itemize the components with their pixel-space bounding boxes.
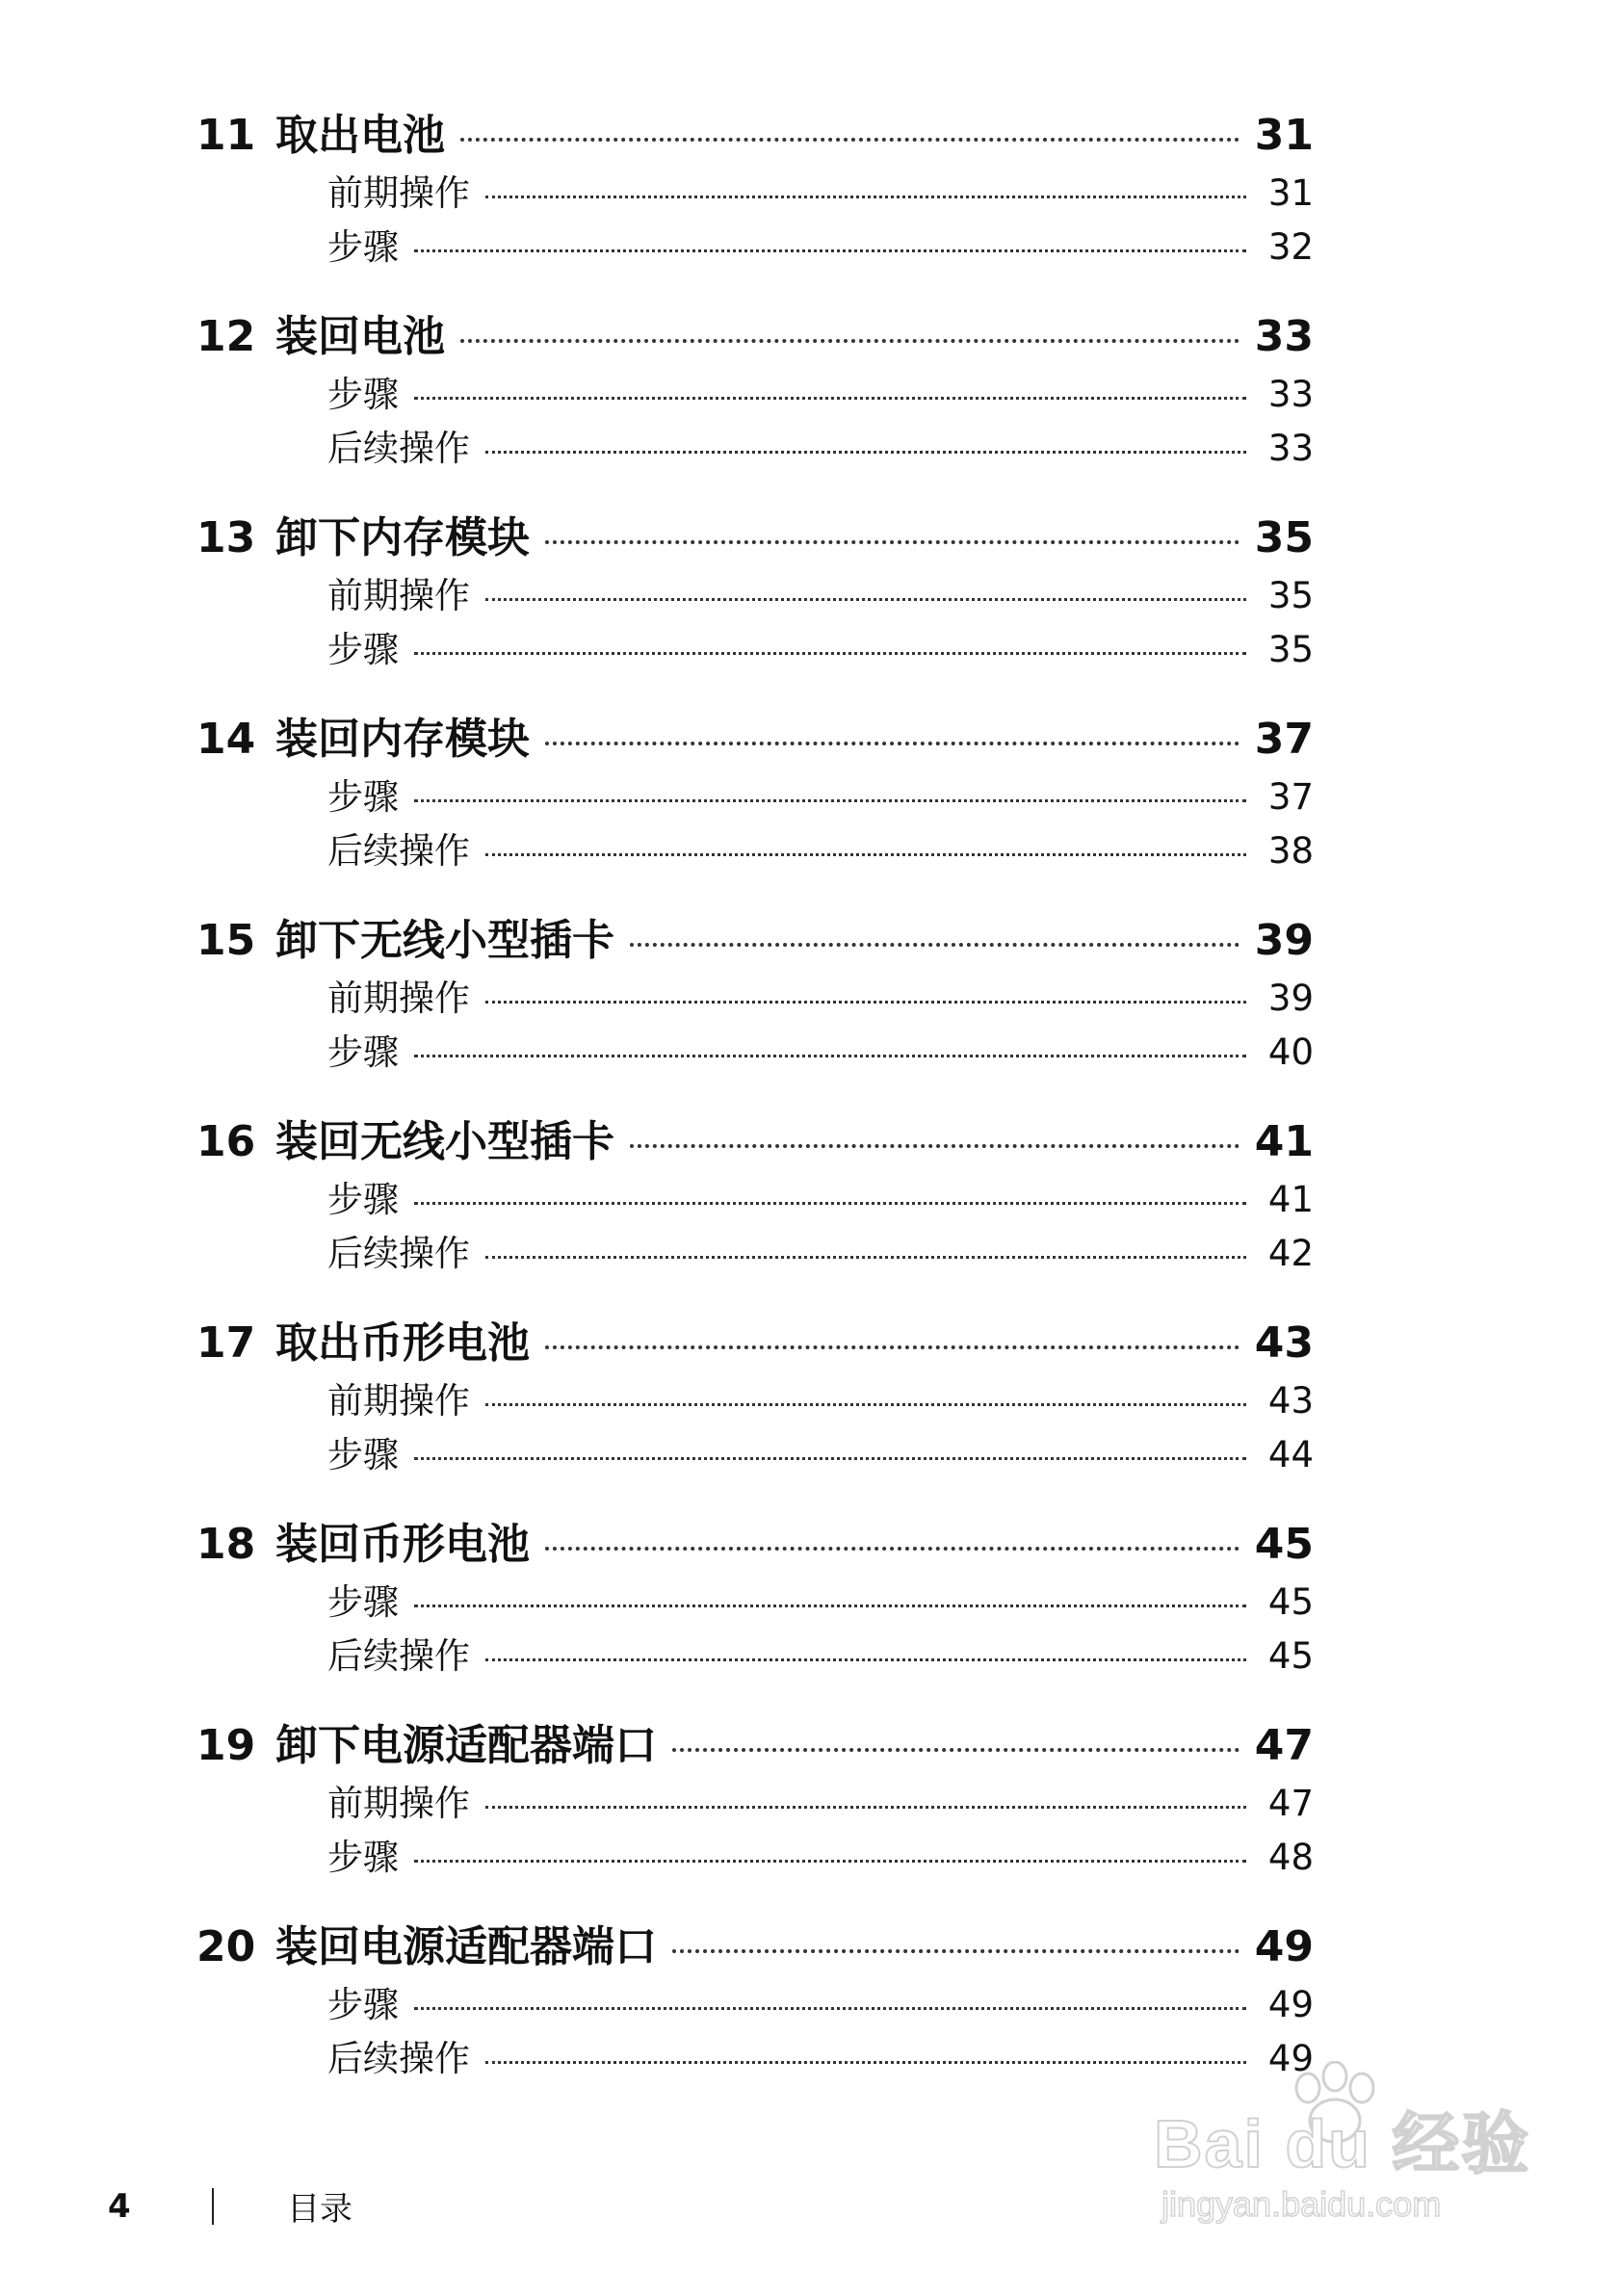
toc-chapter-entry[interactable] <box>196 1912 1314 1975</box>
chapter-title: 卸下无线小型插卡 <box>275 916 614 965</box>
toc-chapter <box>196 1509 1314 1710</box>
chapter-number: 14 <box>196 715 256 764</box>
toc-chapter <box>196 301 1314 503</box>
section-page: 48 <box>1267 1837 1314 1878</box>
toc-chapter <box>196 704 1314 905</box>
dot-leader <box>414 1860 1246 1863</box>
chapter-page: 49 <box>1254 1922 1314 1971</box>
dot-leader <box>485 2061 1246 2064</box>
section-page: 33 <box>1267 428 1314 469</box>
toc-chapter-entry[interactable] <box>196 905 1314 969</box>
section-title: 后续操作 <box>327 2038 470 2079</box>
section-page: 33 <box>1267 374 1314 415</box>
toc-section-entry[interactable] <box>196 620 1314 674</box>
dot-leader <box>414 1605 1246 1607</box>
toc-chapter-entry[interactable] <box>196 704 1314 768</box>
section-page: 39 <box>1267 978 1314 1019</box>
toc-chapter <box>196 1912 1314 2113</box>
section-page: 42 <box>1267 1233 1314 1274</box>
section-title: 步骤 <box>327 776 399 818</box>
dot-leader <box>414 1457 1246 1460</box>
toc-section-entry[interactable] <box>196 365 1314 419</box>
section-page: 49 <box>1267 1984 1314 2025</box>
toc-section-entry[interactable] <box>196 1774 1314 1828</box>
toc-section-entry[interactable] <box>196 822 1314 875</box>
section-title: 前期操作 <box>327 172 470 214</box>
toc-chapter-entry[interactable] <box>196 1710 1314 1774</box>
section-page: 45 <box>1267 1581 1314 1623</box>
chapter-number: 19 <box>196 1721 256 1770</box>
dot-leader <box>485 196 1246 198</box>
baidu-jingyan-watermark <box>1154 2061 1539 2244</box>
dot-leader <box>460 138 1240 142</box>
toc-section-entry[interactable] <box>196 1627 1314 1681</box>
section-page: 45 <box>1267 1635 1314 1677</box>
chapter-page: 45 <box>1254 1520 1314 1569</box>
section-page: 35 <box>1267 575 1314 616</box>
dot-leader <box>545 1547 1240 1551</box>
dot-leader <box>672 1748 1240 1752</box>
section-page: 37 <box>1267 776 1314 818</box>
section-title: 前期操作 <box>327 1380 470 1422</box>
toc-chapter <box>196 503 1314 704</box>
chapter-number: 20 <box>196 1922 256 1971</box>
footer-separator <box>212 2188 214 2225</box>
dot-leader <box>414 397 1246 400</box>
section-title: 后续操作 <box>327 830 470 872</box>
section-title: 步骤 <box>327 1837 399 1878</box>
toc-section-entry[interactable] <box>196 2029 1314 2083</box>
section-page: 38 <box>1267 830 1314 872</box>
chapter-number: 16 <box>196 1117 256 1166</box>
toc-chapter <box>196 100 1314 301</box>
toc-chapter-entry[interactable] <box>196 1308 1314 1371</box>
chapter-number: 17 <box>196 1318 256 1368</box>
chapter-page: 31 <box>1254 111 1314 160</box>
dot-leader <box>630 1144 1240 1148</box>
table-of-contents <box>196 100 1314 2113</box>
toc-chapter <box>196 1710 1314 1912</box>
chapter-title: 取出电池 <box>275 111 445 160</box>
chapter-title: 卸下电源适配器端口 <box>275 1721 657 1770</box>
page-footer <box>108 2182 352 2230</box>
section-page: 32 <box>1267 226 1314 268</box>
dot-leader <box>485 1806 1246 1809</box>
toc-chapter-entry[interactable] <box>196 1509 1314 1573</box>
section-page: 47 <box>1267 1783 1314 1824</box>
watermark-brand: Bai du 经验 <box>1154 2106 1531 2181</box>
chapter-title: 卸下内存模块 <box>275 513 530 562</box>
section-name: 目录 <box>287 2190 352 2229</box>
section-title: 步骤 <box>327 1434 399 1475</box>
chapter-page: 41 <box>1254 1117 1314 1166</box>
chapter-page: 39 <box>1254 916 1314 965</box>
chapter-number: 12 <box>196 312 256 361</box>
section-title: 前期操作 <box>327 978 470 1019</box>
section-page: 44 <box>1267 1434 1314 1475</box>
dot-leader <box>485 1403 1246 1406</box>
dot-leader <box>545 1345 1240 1349</box>
watermark-url: jingyan.baidu.com <box>1161 2184 1442 2224</box>
dot-leader <box>545 540 1240 544</box>
section-page: 41 <box>1267 1179 1314 1220</box>
dot-leader <box>485 598 1246 601</box>
toc-chapter <box>196 1308 1314 1509</box>
section-title: 步骤 <box>327 1581 399 1623</box>
dot-leader <box>630 943 1240 947</box>
dot-leader <box>485 1658 1246 1661</box>
toc-chapter <box>196 905 1314 1107</box>
section-title: 后续操作 <box>327 428 470 469</box>
chapter-title: 装回电源适配器端口 <box>275 1922 657 1971</box>
section-title: 前期操作 <box>327 575 470 616</box>
toc-section-entry[interactable] <box>196 1975 1314 2029</box>
toc-chapter-entry[interactable] <box>196 301 1314 365</box>
toc-section-entry[interactable] <box>196 1023 1314 1077</box>
toc-section-entry[interactable] <box>196 1371 1314 1425</box>
chapter-page: 35 <box>1254 513 1314 562</box>
section-title: 后续操作 <box>327 1635 470 1677</box>
toc-section-entry[interactable] <box>196 218 1314 272</box>
toc-section-entry[interactable] <box>196 1170 1314 1224</box>
section-title: 前期操作 <box>327 1783 470 1824</box>
chapter-number: 11 <box>196 111 256 160</box>
toc-section-entry[interactable] <box>196 969 1314 1023</box>
section-title: 步骤 <box>327 1031 399 1073</box>
dot-leader <box>485 853 1246 856</box>
dot-leader <box>414 799 1246 802</box>
chapter-page: 47 <box>1254 1721 1314 1770</box>
section-title: 步骤 <box>327 374 399 415</box>
section-page: 35 <box>1267 629 1314 670</box>
toc-chapter-entry[interactable] <box>196 1107 1314 1170</box>
toc-section-entry[interactable] <box>196 419 1314 473</box>
page-number: 4 <box>108 2186 131 2226</box>
toc-section-entry[interactable] <box>196 1425 1314 1479</box>
dot-leader <box>485 1001 1246 1004</box>
chapter-number: 13 <box>196 513 256 562</box>
dot-leader <box>414 2007 1246 2010</box>
section-title: 步骤 <box>327 1179 399 1220</box>
chapter-page: 37 <box>1254 715 1314 764</box>
chapter-page: 43 <box>1254 1318 1314 1368</box>
chapter-title: 装回内存模块 <box>275 715 530 764</box>
dot-leader <box>414 1202 1246 1205</box>
dot-leader <box>414 652 1246 655</box>
dot-leader <box>545 742 1240 745</box>
chapter-title: 取出币形电池 <box>275 1318 530 1368</box>
dot-leader <box>672 1949 1240 1953</box>
chapter-number: 15 <box>196 916 256 965</box>
section-page: 49 <box>1267 2038 1314 2079</box>
section-title: 后续操作 <box>327 1233 470 1274</box>
chapter-title: 装回电池 <box>275 312 445 361</box>
toc-chapter-entry[interactable] <box>196 503 1314 566</box>
toc-section-entry[interactable] <box>196 164 1314 218</box>
toc-chapter-entry[interactable] <box>196 100 1314 164</box>
chapter-title: 装回币形电池 <box>275 1520 530 1569</box>
section-title: 步骤 <box>327 629 399 670</box>
toc-section-entry[interactable] <box>196 566 1314 620</box>
section-page: 31 <box>1267 172 1314 214</box>
dot-leader <box>485 1256 1246 1259</box>
toc-section-entry[interactable] <box>196 1573 1314 1627</box>
dot-leader <box>414 249 1246 252</box>
dot-leader <box>485 451 1246 454</box>
toc-section-entry[interactable] <box>196 1828 1314 1882</box>
section-page: 40 <box>1267 1031 1314 1073</box>
dot-leader <box>414 1055 1246 1057</box>
toc-section-entry[interactable] <box>196 1224 1314 1278</box>
dot-leader <box>460 339 1240 343</box>
section-title: 步骤 <box>327 226 399 268</box>
chapter-number: 18 <box>196 1520 256 1569</box>
section-page: 43 <box>1267 1380 1314 1422</box>
chapter-title: 装回无线小型插卡 <box>275 1117 614 1166</box>
chapter-page: 33 <box>1254 312 1314 361</box>
toc-section-entry[interactable] <box>196 768 1314 822</box>
toc-chapter <box>196 1107 1314 1308</box>
section-title: 步骤 <box>327 1984 399 2025</box>
